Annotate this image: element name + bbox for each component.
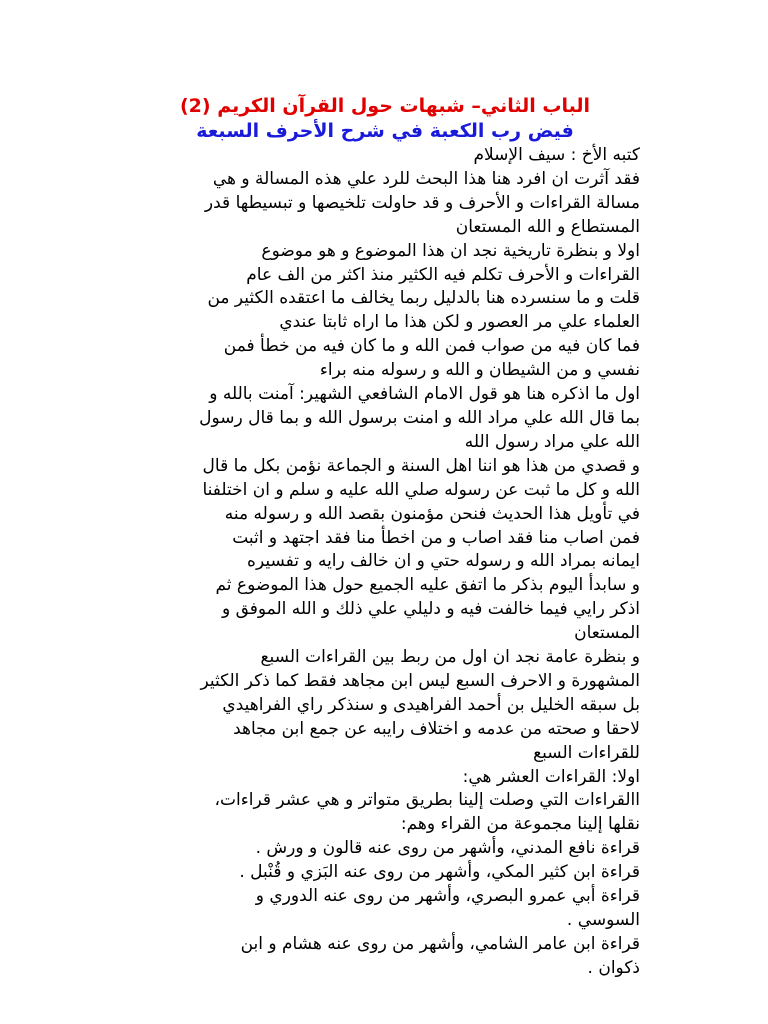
body-line: ايمانه بمراد الله و رسوله حتي و ان خالف رايه و تفسيره	[247, 551, 640, 572]
document-body	[130, 144, 640, 981]
body-line: قراءة ابن كثير المكي، وأشهر من روى عنه البَزي و قُنْبل .	[239, 862, 640, 883]
body-line: الله و كل ما ثبت عن رسوله صلي الله عليه و سلم و ان اختلفنا	[202, 479, 640, 500]
body-line: ذكوان .	[587, 957, 640, 978]
body-line: و سابدأ اليوم بذكر ما اتفق عليه الجميع حول هذا الموضوع ثم	[215, 575, 640, 596]
body-line: العلماء علي مر العصور و لكن هذا ما اراه ثابتا عندي	[279, 312, 640, 333]
body-line: قلت و ما سنسرده هنا بالدليل ربما يخالف ما اعتقده الكثير من	[207, 288, 640, 309]
body-line: السوسي .	[566, 910, 640, 930]
body-line: المستطاع و الله المستعان	[455, 216, 640, 237]
body-line: قراءة ابن عامر الشامي، وأشهر من روى عنه هشام و ابن	[240, 933, 640, 954]
body-line: اولا و بنظرة تاريخية نجد ان هذا الموضوع و هو موضوع	[261, 240, 640, 261]
document-subtitle: فيض رب الكعبة في شرح الأحرف السبعة	[196, 120, 574, 142]
body-line: االقراءات التي وصلت إلينا بطريق متواتر و هي عشر قراءات،	[214, 790, 640, 811]
body-line: نقلها إلينا مجموعة من القراء وهم:	[400, 814, 640, 835]
body-line: اولا: القراءات العشر هي:	[462, 766, 640, 787]
body-line: اول ما اذكره هنا هو قول الامام الشافعي الشهير: آمنت بالله و	[209, 384, 640, 405]
body-line: بما قال الله علي مراد الله و امنت برسول الله و بما قال رسول	[199, 407, 640, 428]
body-line: و بنظرة عامة نجد ان اول من ربط بين القراءات السبع	[260, 647, 640, 668]
body-line: في تأويل هذا الحديث فنحن مؤمنون بقصد الله و رسوله منه	[224, 503, 640, 524]
document-page	[130, 94, 640, 981]
document-title: الباب الثاني– شبهات حول القرآن الكريم (2)	[179, 95, 591, 117]
body-line: كتبه الأخ : سيف الإسلام	[473, 145, 640, 165]
body-line: القراءات و الأحرف تكلم فيه الكثير منذ اكثر من الف عام	[246, 264, 640, 285]
body-line: مسالة القراءات و الأحرف و قد حاولت تلخيصها و تبسيطها قدر	[204, 192, 640, 213]
body-line: قراءة نافع المدني، وأشهر من روى عنه قالون و ورش .	[255, 838, 640, 859]
body-line: فمن اصاب منا فقد اصاب و من اخطأ منا فقد اجتهد و اثبت	[232, 527, 640, 548]
body-line: اذكر رايي فيما خالفت فيه و دليلي علي ذلك و الله الموفق و	[221, 599, 640, 620]
body-line: لاحقا و صحته من عدمه و اختلاف رايبه عن جمع ابن مجاهد	[233, 718, 640, 739]
body-line: المستعان	[574, 623, 640, 644]
body-line: بل سبقه الخليل بن أحمد الفراهيدى و سنذكر راي الفراهيدي	[222, 694, 640, 715]
body-line: فما كان فيه من صواب فمن الله و ما كان فيه من خطأ فمن	[223, 336, 640, 357]
body-line: للقراءات السبع	[533, 742, 640, 763]
body-line: نفسي و من الشيطان و الله و رسوله منه براء	[319, 360, 640, 381]
body-line: قراءة أبي عمرو البصري، وأشهر من روى عنه الدوري و	[255, 886, 640, 907]
body-line: المشهورة و الاحرف السبع ليس ابن مجاهد فقط كما ذكر الكثير	[200, 670, 640, 691]
body-line: الله علي مراد رسول الله	[464, 431, 640, 452]
body-line: فقد آثرت ان افرد هنا هذا البحث للرد علي هذه المسالة و هي	[212, 168, 640, 189]
body-line: و قصدي من هذا هو اننا اهل السنة و الجماعة نؤمن بكل ما قال	[202, 455, 640, 476]
